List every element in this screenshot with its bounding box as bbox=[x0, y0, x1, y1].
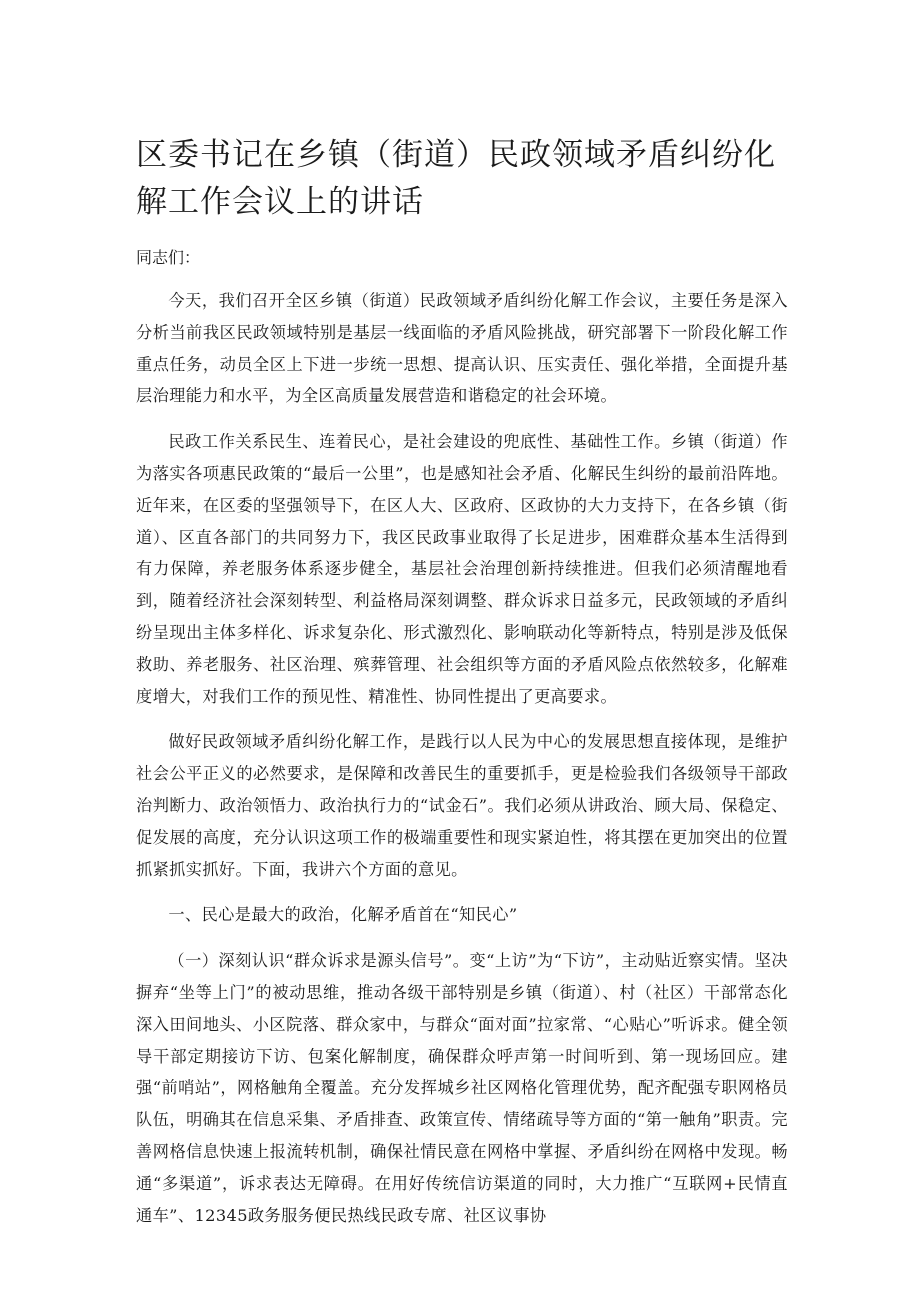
salutation: 同志们： bbox=[136, 248, 201, 267]
document-body bbox=[136, 285, 788, 1245]
paragraph-background: 民政工作关系民生、连着民心，是社会建设的兜底性、基础性工作。乡镇（街道）作为落实各项惠民政策的“最后一公里”，也是感知社会矛盾、化解民生纠纷的最前沿阵地。近年来，在区委的坚强领导下，在区人大、区政府、区政协的大力支持下，在各乡镇（街道）、区直各部门的共同努力下，我区民政事业取得了长足进步，困难群众基本生活得到有力保障，养老服务体系逐步健全，基层社会治理创新持续推进。但我们必须清醒地看到，随着经济社会深刻转型、利益格局深刻调整、群众诉求日益多元，民政领域的矛盾纠纷呈现出主体多样化、诉求复杂化、形式激烈化、影响联动化等新特点，特别是涉及低保救助、养老服务、社区治理、殡葬管理、社会组织等方面的矛盾风险点依然较多，化解难度增大，对我们工作的预见性、精准性、协同性提出了更高要求。 bbox=[136, 432, 788, 706]
section-heading: 一、民心是最大的政治，化解矛盾首在“知民心” bbox=[168, 905, 518, 925]
paragraph-intro: 今天，我们召开全区乡镇（街道）民政领域矛盾纠纷化解工作会议，主要任务是深入分析当前我区民政领域特别是基层一线面临的矛盾风险挑战，研究部署下一阶段化解工作重点任务，动员全区上下进一步统一思想、提高认识、压实责任、强化举措，全面提升基层治理能力和水平，为全区高质量发展营造和谐稳定的社会环境。 bbox=[136, 291, 788, 406]
paragraph-significance: 做好民政领域矛盾纠纷化解工作，是践行以人民为中心的发展思想直接体现，是维护社会公平正义的必然要求，是保障和改善民生的重要抓手，更是检验我们各级领导干部政治判断力、政治领悟力、政治执行力的“试金石”。我们必须从讲政治、顾大局、保稳定、促发展的高度，充分认识这项工作的极端重要性和现实紧迫性，将其摆在更加突出的位置抓紧抓实抓好。下面，我讲六个方面的意见。 bbox=[136, 732, 788, 879]
section-paragraph: （一）深刻认识“群众诉求是源头信号”。变“上访”为“下访”，主动贴近察实情。坚决摒弃“坐等上门”的被动思维，推动各级干部特别是乡镇（街道）、村（社区）干部常态化深入田间地头、小区院落、群众家中，与群众“面对面”拉家常、“心贴心”听诉求。健全领导干部定期接访下访、包案化解制度，确保群众呼声第一时间听到、第一现场回应。建强“前哨站”，网格触角全覆盖。充分发挥城乡社区网格化管理优势，配齐配强专职网格员队伍，明确其在信息采集、矛盾排查、政策宣传、情绪疏导等方面的“第一触角”职责。完善网格信息快速上报流转机制，确保社情民意在网格中掌握、矛盾纠纷在网格中发现。畅通“多渠道”，诉求表达无障碍。在用好传统信访渠道的同时，大力推广“互联网+民情直通车”、12345政务服务便民热线民政专席、社区议事协 bbox=[136, 951, 788, 1225]
document-title: 区委书记在乡镇（街道）民政领域矛盾纠纷化解工作会议上的讲话 bbox=[136, 137, 776, 220]
